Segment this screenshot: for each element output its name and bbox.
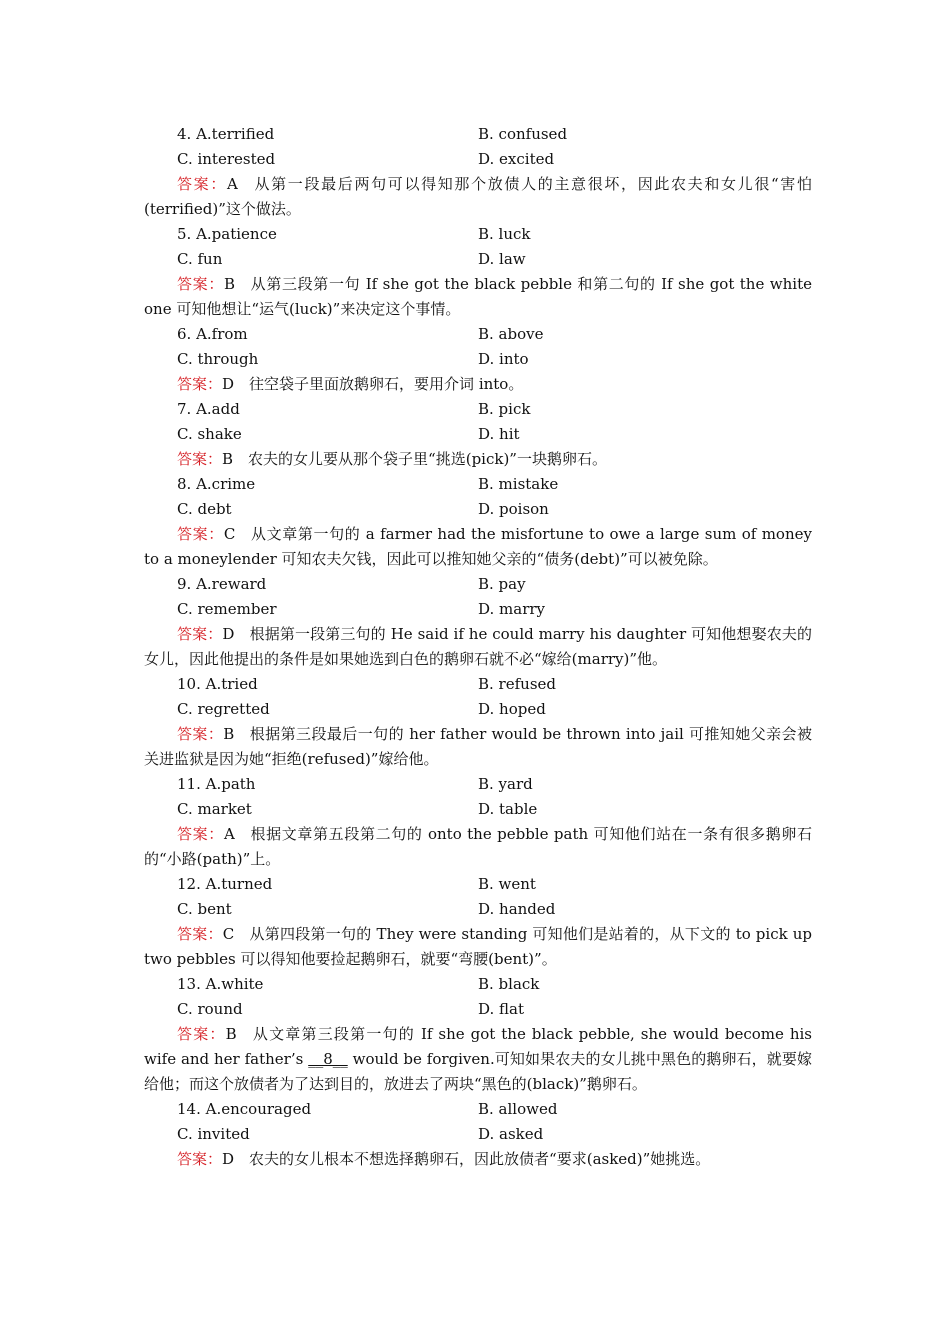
answer-text: 从第三段第一句 If she got the black pebble 和第二句的 If she got the white one 可知他想让“运气(luck)”来决定这个事情。 bbox=[144, 275, 812, 318]
option-d: D. excited bbox=[478, 150, 555, 168]
answer-label: 答案： bbox=[177, 450, 223, 468]
option-row bbox=[144, 797, 812, 822]
option-a: 5. A.patience bbox=[177, 225, 277, 243]
option-row bbox=[144, 472, 812, 497]
answer-label: 答案： bbox=[177, 625, 223, 643]
answer-key: C bbox=[222, 925, 235, 943]
answer-label: 答案： bbox=[177, 1025, 226, 1043]
answer-key: B bbox=[223, 275, 236, 293]
option-d: D. flat bbox=[478, 1000, 525, 1018]
option-row bbox=[144, 697, 812, 722]
question-block bbox=[144, 397, 812, 472]
question-block bbox=[144, 772, 812, 872]
answer-text: 从文章第三段第一句的 If she got the black pebble, she would become his wife and her father’s bbox=[144, 1025, 812, 1068]
answer-explanation bbox=[144, 622, 812, 672]
option-b: B. confused bbox=[478, 125, 568, 143]
answer-text: 根据文章第五段第二句的 onto the pebble path 可知他们站在一条有很多鹅卵石的“小路(path)”上。 bbox=[144, 825, 812, 868]
option-c: C. through bbox=[177, 350, 259, 368]
answer-text: 从第一段最后两句可以得知那个放债人的主意很坏，因此农夫和女儿很“害怕(terrified)”这个做法。 bbox=[144, 175, 812, 218]
option-b: B. above bbox=[478, 325, 544, 343]
option-b: B. went bbox=[478, 875, 536, 893]
answer-explanation bbox=[144, 272, 812, 322]
option-c: C. market bbox=[177, 800, 252, 818]
option-row bbox=[144, 572, 812, 597]
answer-key: D bbox=[222, 375, 235, 393]
answer-explanation bbox=[144, 922, 812, 972]
question-block bbox=[144, 472, 812, 572]
question-block bbox=[144, 222, 812, 322]
option-a: 14. A.encouraged bbox=[177, 1100, 312, 1118]
answer-key: B bbox=[223, 725, 235, 743]
question-block bbox=[144, 122, 812, 222]
answer-explanation bbox=[144, 447, 812, 472]
answer-text: 农夫的女儿要从那个袋子里“挑选(pick)”一块鹅卵石。 bbox=[248, 450, 607, 468]
option-row bbox=[144, 122, 812, 147]
option-c: C. round bbox=[177, 1000, 243, 1018]
question-block bbox=[144, 672, 812, 772]
answer-label: 答案： bbox=[177, 525, 224, 543]
option-d: D. law bbox=[478, 250, 526, 268]
answer-label: 答案： bbox=[177, 375, 223, 393]
answer-key: B bbox=[222, 450, 234, 468]
answer-label: 答案： bbox=[177, 1150, 223, 1168]
option-c: C. bent bbox=[177, 900, 232, 918]
option-a: 9. A.reward bbox=[177, 575, 267, 593]
answer-text: 农夫的女儿根本不想选择鹅卵石，因此放债者“要求(asked)”她挑选。 bbox=[249, 1150, 711, 1168]
answer-key: A bbox=[226, 175, 238, 193]
option-row bbox=[144, 147, 812, 172]
option-c: C. remember bbox=[177, 600, 277, 618]
option-b: B. luck bbox=[478, 225, 531, 243]
option-c: C. debt bbox=[177, 500, 232, 518]
option-b: B. pick bbox=[478, 400, 531, 418]
answer-text: would be forgiven.可知如果农夫的女儿挑中黑色的鹅卵石，就要嫁给他；而这个放债者为了达到目的，放进去了两块“黑色的(black)”鹅卵石。 bbox=[144, 1050, 812, 1093]
question-block bbox=[144, 972, 812, 1097]
option-row bbox=[144, 397, 812, 422]
answer-key: C bbox=[223, 525, 236, 543]
option-c: C. regretted bbox=[177, 700, 270, 718]
answer-label: 答案： bbox=[177, 925, 223, 943]
answer-text: 根据第三段最后一句的 her father would be thrown into jail 可推知她父亲会被关进监狱是因为她“拒绝(refused)”嫁给他。 bbox=[144, 725, 812, 768]
option-row bbox=[144, 972, 812, 997]
option-c: C. fun bbox=[177, 250, 223, 268]
option-c: C. interested bbox=[177, 150, 276, 168]
option-b: B. black bbox=[478, 975, 540, 993]
answer-explanation bbox=[144, 172, 812, 222]
answer-key: B bbox=[225, 1025, 237, 1043]
option-c: C. shake bbox=[177, 425, 242, 443]
option-b: B. yard bbox=[478, 775, 533, 793]
answer-explanation bbox=[144, 522, 812, 572]
option-a: 4. A.terrified bbox=[177, 125, 275, 143]
option-row bbox=[144, 422, 812, 447]
answer-explanation bbox=[144, 372, 812, 397]
option-row bbox=[144, 322, 812, 347]
answer-text: 根据第一段第三句的 He said if he could marry his daughter 可知他想娶农夫的女儿，因此他提出的条件是如果她选到白色的鹅卵石就不必“嫁给(marry)”他。 bbox=[144, 625, 812, 668]
option-row bbox=[144, 1122, 812, 1147]
answer-explanation bbox=[144, 822, 812, 872]
option-d: D. hoped bbox=[478, 700, 546, 718]
option-row bbox=[144, 247, 812, 272]
option-b: B. refused bbox=[478, 675, 556, 693]
option-row bbox=[144, 597, 812, 622]
answer-document bbox=[144, 122, 812, 1172]
option-b: B. allowed bbox=[478, 1100, 558, 1118]
option-row bbox=[144, 872, 812, 897]
answer-text: 往空袋子里面放鹅卵石，要用介词 into。 bbox=[249, 375, 524, 393]
option-row bbox=[144, 672, 812, 697]
answer-key: D bbox=[222, 625, 235, 643]
option-b: B. pay bbox=[478, 575, 526, 593]
answer-label: 答案： bbox=[177, 275, 224, 293]
option-a: 7. A.add bbox=[177, 400, 240, 418]
answer-explanation bbox=[144, 722, 812, 772]
option-b: B. mistake bbox=[478, 475, 559, 493]
answer-label: 答案： bbox=[177, 175, 227, 193]
option-row bbox=[144, 772, 812, 797]
answer-key: A bbox=[223, 825, 235, 843]
blank-8: __8__ bbox=[308, 1050, 348, 1068]
option-row bbox=[144, 997, 812, 1022]
option-c: C. invited bbox=[177, 1125, 250, 1143]
answer-explanation bbox=[144, 1147, 812, 1172]
option-row bbox=[144, 347, 812, 372]
option-a: 11. A.path bbox=[177, 775, 256, 793]
option-a: 6. A.from bbox=[177, 325, 248, 343]
question-block bbox=[144, 322, 812, 397]
option-row bbox=[144, 1097, 812, 1122]
question-block bbox=[144, 1097, 812, 1172]
option-a: 8. A.crime bbox=[177, 475, 256, 493]
option-d: D. marry bbox=[478, 600, 546, 618]
option-d: D. hit bbox=[478, 425, 520, 443]
answer-explanation bbox=[144, 1022, 812, 1097]
option-row bbox=[144, 222, 812, 247]
option-a: 12. A.turned bbox=[177, 875, 273, 893]
answer-key: D bbox=[222, 1150, 235, 1168]
answer-text: 从第四段第一句的 They were standing 可知他们是站着的，从下文的 to pick up two pebbles 可以得知他要捡起鹅卵石，就要“弯腰(bent)”。 bbox=[144, 925, 812, 968]
option-row bbox=[144, 897, 812, 922]
option-a: 13. A.white bbox=[177, 975, 264, 993]
answer-label: 答案： bbox=[177, 825, 224, 843]
option-d: D. poison bbox=[478, 500, 549, 518]
option-d: D. table bbox=[478, 800, 538, 818]
option-row bbox=[144, 497, 812, 522]
answer-label: 答案： bbox=[177, 725, 224, 743]
option-d: D. asked bbox=[478, 1125, 544, 1143]
option-d: D. into bbox=[478, 350, 529, 368]
question-block bbox=[144, 572, 812, 672]
question-block bbox=[144, 872, 812, 972]
answer-text: 从文章第一句的 a farmer had the misfortune to owe a large sum of money to a moneylender 可知农夫欠钱，因此可以推知她父亲的“债务(debt)”可以被免除。 bbox=[144, 525, 812, 568]
option-a: 10. A.tried bbox=[177, 675, 258, 693]
option-d: D. handed bbox=[478, 900, 556, 918]
